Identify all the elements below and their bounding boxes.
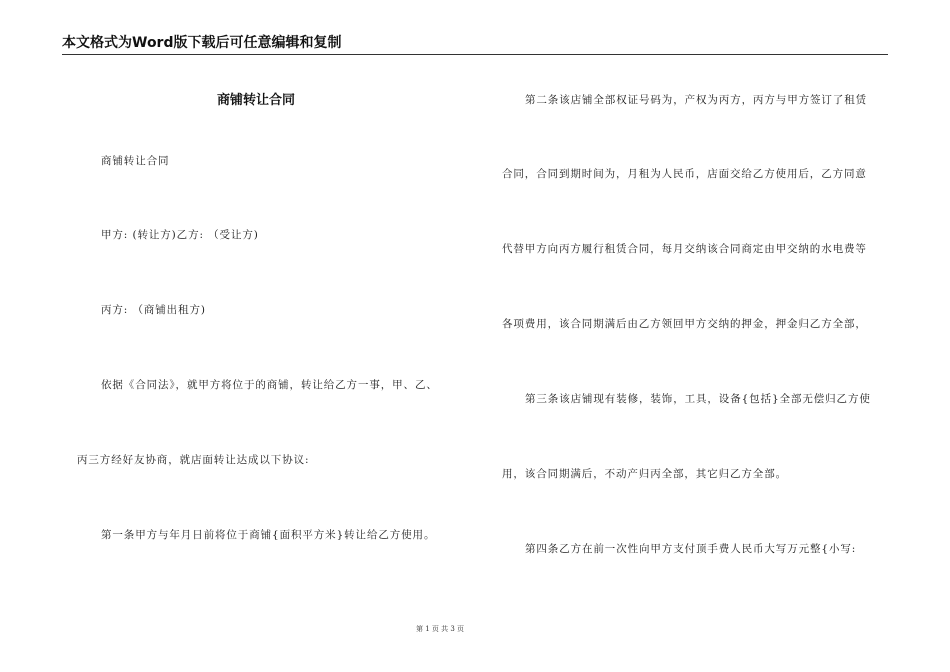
right-paragraph-4: 各项费用，该合同期满后由乙方领回甲方交纳的押金，押金归乙方全部， xyxy=(502,318,867,330)
header-bar xyxy=(62,34,888,55)
left-paragraph-3: 丙方: （商铺出租方) xyxy=(101,304,206,316)
document-title: 商铺转让合同 xyxy=(217,93,296,108)
left-paragraph-5: 丙三方经好友协商，就店面转让达成以下协议: xyxy=(77,454,310,466)
left-paragraph-6: 第一条甲方与年月日前将位于商铺{面积平方米}转让给乙方使用。 xyxy=(101,529,436,541)
left-paragraph-4: 依据《合同法》，就甲方将位于的商铺，转让给乙方一事，甲、乙、 xyxy=(101,379,438,391)
right-paragraph-1: 第二条该店铺全部权证号码为，产权为丙方，丙方与甲方签订了租赁 xyxy=(525,94,867,106)
page-footer: 第 1 页 共 3 页 xyxy=(415,625,465,633)
right-paragraph-7: 第四条乙方在前一次性向甲方支付顶手费人民币大写万元整{小写: xyxy=(525,543,857,555)
left-paragraph-2: 甲方: (转让方)乙方: （受让方) xyxy=(101,229,259,241)
right-paragraph-3: 代替甲方向丙方履行租赁合同，每月交纳该合同商定由甲交纳的水电费等 xyxy=(502,243,867,255)
right-paragraph-6: 用，该合同期满后，不动产归丙全部，其它归乙方全部。 xyxy=(502,468,787,480)
left-paragraph-1: 商铺转让合同 xyxy=(101,155,170,167)
right-paragraph-2: 合同，合同到期时间为，月租为人民币，店面交给乙方使用后，乙方同意 xyxy=(502,168,867,180)
header-title: 本文格式为Word版下载后可任意编辑和复制 xyxy=(62,35,342,51)
right-paragraph-5: 第三条该店铺现有装修，装饰，工具，设备{包括}全部无偿归乙方使 xyxy=(525,393,871,405)
